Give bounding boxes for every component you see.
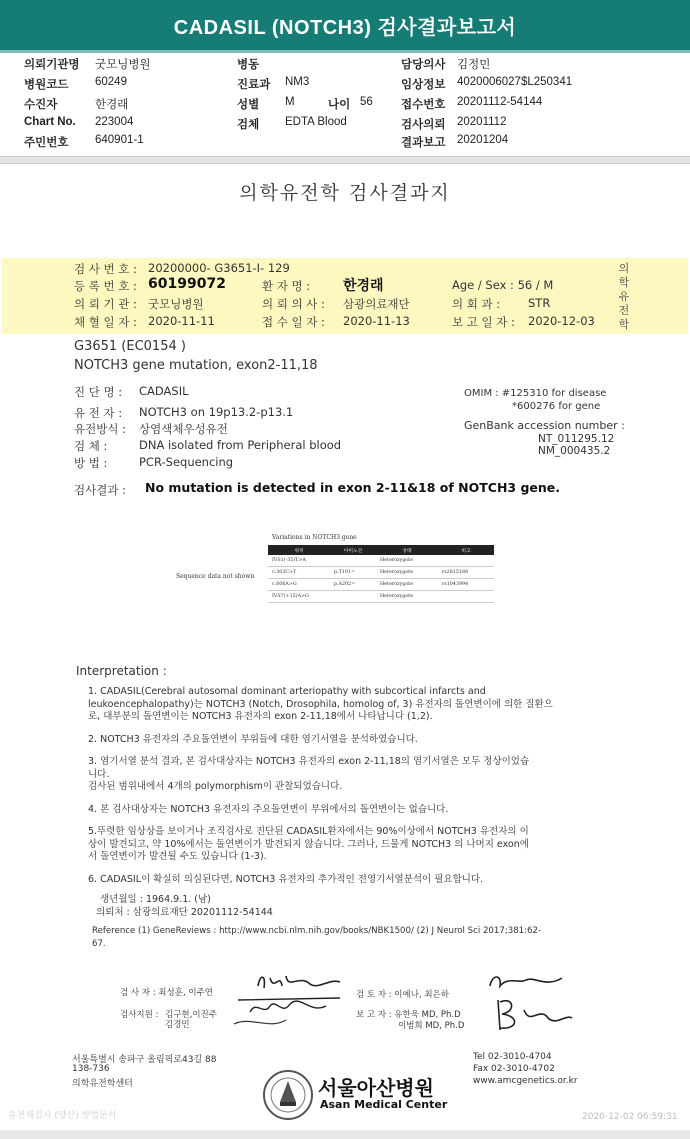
timestamp: 2020-12-02 06:59:31: [582, 1112, 678, 1122]
reference-line: Reference (1) GeneReviews : http://www.ncbi.nlm.nih.gov/books/NBK1500/ (2) J Neurol Sci 2017;381:62-: [92, 926, 542, 936]
patient-name-label: 환 자 명 :: [262, 279, 311, 293]
req-inst-label: 의 뢰 기 관 :: [74, 297, 137, 311]
exam-no-value: 20200000- G3651-I- 129: [148, 261, 290, 275]
test-code: G3651 (EC0154 ): [74, 339, 186, 354]
patient-name-value: 한경래: [343, 278, 384, 294]
table-cell: p.A202=: [330, 579, 376, 591]
gene-label: 유 전 자 :: [74, 406, 123, 420]
info-value: 60249: [95, 76, 127, 88]
info-key: 검사의뢰: [401, 119, 446, 131]
collect-date-label: 채 혈 일 자 :: [74, 315, 137, 329]
info-key: 성별: [237, 99, 260, 111]
interp-line: 3. 염기서열 분석 결과, 본 검사대상자는 NOTCH3 유전자의 exon 2-11,18의 염기서열은 모두 정상이었습: [88, 756, 530, 767]
info-key: 결과보고: [401, 137, 446, 149]
footer-tel: Tel 02-3010-4704: [473, 1052, 552, 1062]
info-key: 검체: [237, 119, 260, 131]
table-cell: [438, 591, 494, 603]
interp-line: 6. CADASIL이 확실히 의심된다면, NOTCH3 유전자의 추가적인 전영기서열분석이 필요합니다.: [88, 873, 484, 885]
table-cell: IVS7(+15)A>G: [268, 591, 330, 603]
table-cell: [330, 555, 376, 567]
genbank-nt: NT_011295.12: [538, 433, 615, 445]
table-row: [268, 555, 494, 567]
diagnosis-value: CADASIL: [139, 384, 189, 398]
footer-fax: Fax 02-3010-4702: [473, 1064, 555, 1074]
req-doc-value: 삼광의료재단: [343, 297, 410, 311]
table-cell: rs1043994: [438, 579, 494, 591]
info-key: 담당의사: [401, 59, 446, 71]
side-char: 의: [618, 262, 630, 275]
reviewer-line: 검 토 자 : 이예나, 최은하: [356, 990, 449, 1000]
test-name: NOTCH3 gene mutation, exon2-11,18: [74, 358, 318, 373]
info-value: 4020006027$L250341: [457, 76, 573, 88]
variation-table: [268, 545, 494, 603]
reporter-line: 보 고 자 : 유한욱 MD, Ph.D: [356, 1010, 461, 1020]
referrer: 의뢰처 : 삼광의료재단 20201112-54144: [96, 906, 273, 918]
birth-date: 생년월일 : 1964.9.1. (남): [100, 894, 211, 905]
hospital-logo-icon: [263, 1070, 313, 1120]
supervisor-names-2: 김경민: [165, 1020, 190, 1030]
supervisor-label: 검사지원 :: [120, 1010, 159, 1020]
interp-line: leukoencephalopathy)는 NOTCH3 (Notch, Drosophila, homolog of, 3) 유전자의 돌연변이에 의한 질환으: [88, 698, 553, 710]
table-row: [268, 579, 494, 591]
receive-date-label: 접 수 일 자 :: [262, 315, 325, 329]
reg-no-label: 등 록 번 호 :: [74, 279, 137, 293]
watermark-text: 유전체검사 (양산) 방법문서: [8, 1111, 117, 1121]
table-cell: Heterozygote: [376, 555, 438, 567]
req-doc-label: 의 뢰 의 사 :: [262, 297, 325, 311]
reference-line: 67.: [92, 938, 106, 949]
info-value: 굿모닝병원: [95, 59, 151, 71]
age-value: 56: [360, 96, 373, 108]
omim-disease: OMIM : #125310 for disease: [464, 388, 607, 399]
table-cell: [330, 591, 376, 603]
specimen-label: 검 체 :: [74, 439, 108, 453]
info-key: 수진자: [24, 99, 58, 111]
genbank-nm: NM_000435.2: [538, 445, 611, 457]
age-key: 나이: [328, 99, 351, 111]
info-value: 김정민: [457, 59, 491, 71]
info-value: 20201112: [457, 116, 507, 128]
info-value: NM3: [285, 76, 310, 88]
info-value: 한경래: [95, 99, 129, 111]
column-header: 아미노산: [330, 545, 376, 555]
omim-gene: *600276 for gene: [512, 401, 601, 412]
info-key: 병원코드: [24, 79, 69, 91]
interp-line: 니다.: [88, 768, 110, 780]
info-key: 병동: [237, 59, 260, 71]
interp-line: 상이 발견되고, 약 10%에서는 돌연변이가 발견되지 않습니다. 그러나, 드물게 NOTCH3 의 나머지 exon에: [88, 838, 529, 850]
reporter-line-2: 이범희 MD, Ph.D: [398, 1021, 465, 1031]
interp-line: 4. 본 검사대상자는 NOTCH3 유전자의 주요돌연변이 부위에서의 돌연변이는 없습니다.: [88, 803, 449, 815]
table-cell: rs2815188: [438, 567, 494, 579]
table-row: [268, 591, 494, 603]
info-value: 640901-1: [95, 134, 144, 146]
bottom-scroll-strip: [0, 1130, 690, 1139]
result-value: No mutation is detected in exon 2-11&18 of NOTCH3 gene.: [145, 480, 561, 495]
footer-postcode: 138-736: [72, 1064, 110, 1074]
info-value: M: [285, 96, 295, 108]
info-value: 223004: [95, 116, 134, 128]
column-header: 상태: [376, 545, 438, 555]
signature-graphic: [230, 964, 350, 1034]
variation-caption: Variations in NOTCH3 gene: [272, 534, 357, 541]
info-value: 20201204: [457, 134, 509, 146]
table-cell: Heterozygote: [376, 591, 438, 603]
side-char: 유: [618, 290, 630, 303]
info-value: EDTA Blood: [285, 116, 347, 128]
result-label: 검사결과 :: [74, 483, 126, 497]
hospital-name-en: Asan Medical Center: [320, 1098, 448, 1111]
report-date-value: 2020-12-03: [528, 314, 595, 328]
column-header: 위치: [268, 545, 330, 555]
diagnosis-label: 진 단 명 :: [74, 385, 123, 399]
table-row: [268, 567, 494, 579]
inheritance-label: 유전방식 :: [74, 422, 126, 436]
dept-label: 의 회 과 :: [452, 297, 501, 311]
gene-value: NOTCH3 on 19p13.2-p13.1: [139, 405, 294, 419]
hospital-name-ko: 서울아산병원: [318, 1076, 434, 1100]
table-cell: IVS1(-35)T>A: [268, 555, 330, 567]
supervisor-names: 김구현,이진주: [165, 1010, 217, 1020]
age-sex: Age / Sex : 56 / M: [452, 278, 554, 292]
info-key: 진료과: [237, 79, 271, 91]
specimen-value: DNA isolated from Peripheral blood: [139, 438, 342, 452]
side-label: [617, 262, 631, 332]
table-cell: c.303C>T: [268, 567, 330, 579]
inheritance-value: 상염색체우성유전: [139, 422, 228, 436]
info-key: 주민번호: [24, 137, 69, 149]
method-label: 방 법 :: [74, 456, 108, 470]
report-sheet-title: 의학유전학 검사결과지: [239, 182, 451, 204]
patient-info-block: [0, 0, 690, 156]
info-value: 20201112-54144: [457, 96, 543, 108]
req-inst-value: 굿모닝병원: [148, 297, 204, 311]
section-divider: [0, 156, 690, 164]
footer-website: www.amcgenetics.or.kr: [473, 1076, 578, 1086]
info-key: 임상정보: [401, 79, 446, 91]
dept-value: STR: [528, 296, 551, 310]
interpretation-heading: Interpretation :: [76, 664, 167, 678]
interp-line: 서 돌연변이가 발견될 수도 있습니다 (1-3).: [88, 851, 267, 862]
side-char: 전: [618, 304, 630, 317]
table-cell: c.606A>G: [268, 579, 330, 591]
tester-line: 검 사 자 : 최성훈, 이주연: [120, 988, 213, 998]
table-header-row: [268, 545, 494, 555]
collect-date-value: 2020-11-11: [148, 314, 215, 328]
genbank-label: GenBank accession number :: [464, 419, 625, 432]
table-cell: Heterozygote: [376, 579, 438, 591]
interp-line: 1. CADASIL(Cerebral autosomal dominant arteriopathy with subcortical infarcts and: [88, 686, 486, 697]
table-cell: Heterozygote: [376, 567, 438, 579]
method-value: PCR-Sequencing: [139, 455, 234, 469]
info-key: 의뢰기관명: [24, 59, 80, 71]
interp-line: 검사된 범위내에서 4개의 polymorphism이 관찰되었습니다.: [88, 781, 343, 792]
side-char: 학: [618, 318, 630, 331]
table-cell: p.T101=: [330, 567, 376, 579]
report-date-label: 보 고 일 자 :: [452, 315, 515, 329]
exam-no-label: 검 사 번 호 :: [74, 262, 137, 276]
interp-line: 로, 대부분의 돌연변이는 NOTCH3 유전자의 exon 2-11,18에서 나타납니다 (1,2).: [88, 711, 433, 722]
info-key: Chart No.: [24, 116, 76, 128]
info-key: 접수번호: [401, 99, 446, 111]
report-title: CADASIL (NOTCH3) 검사결과보고서: [173, 16, 517, 39]
footer-center: 의학유전학센터: [72, 1079, 133, 1089]
signature-graphic: [470, 966, 580, 1038]
interpretation-body: [76, 686, 616, 950]
side-char: 학: [618, 276, 630, 289]
receive-date-value: 2020-11-13: [343, 314, 410, 328]
table-cell: [438, 555, 494, 567]
column-header: 비고: [438, 545, 494, 555]
footer-address: 서울특별시 송파구 올림픽로43길 88: [72, 1055, 217, 1065]
sequence-note: Sequence data not shown: [176, 573, 255, 580]
reg-no-value: 60199072: [148, 276, 226, 292]
interp-line: 2. NOTCH3 유전자의 주요돌연변이 부위들에 대한 염기서열을 분석하였습니다.: [88, 733, 418, 745]
interp-line: 5.뚜렷한 임상상을 보이거나 조직검사로 진단된 CADASIL환자에서는 90%이상에서 NOTCH3 유전자의 이: [88, 826, 529, 837]
